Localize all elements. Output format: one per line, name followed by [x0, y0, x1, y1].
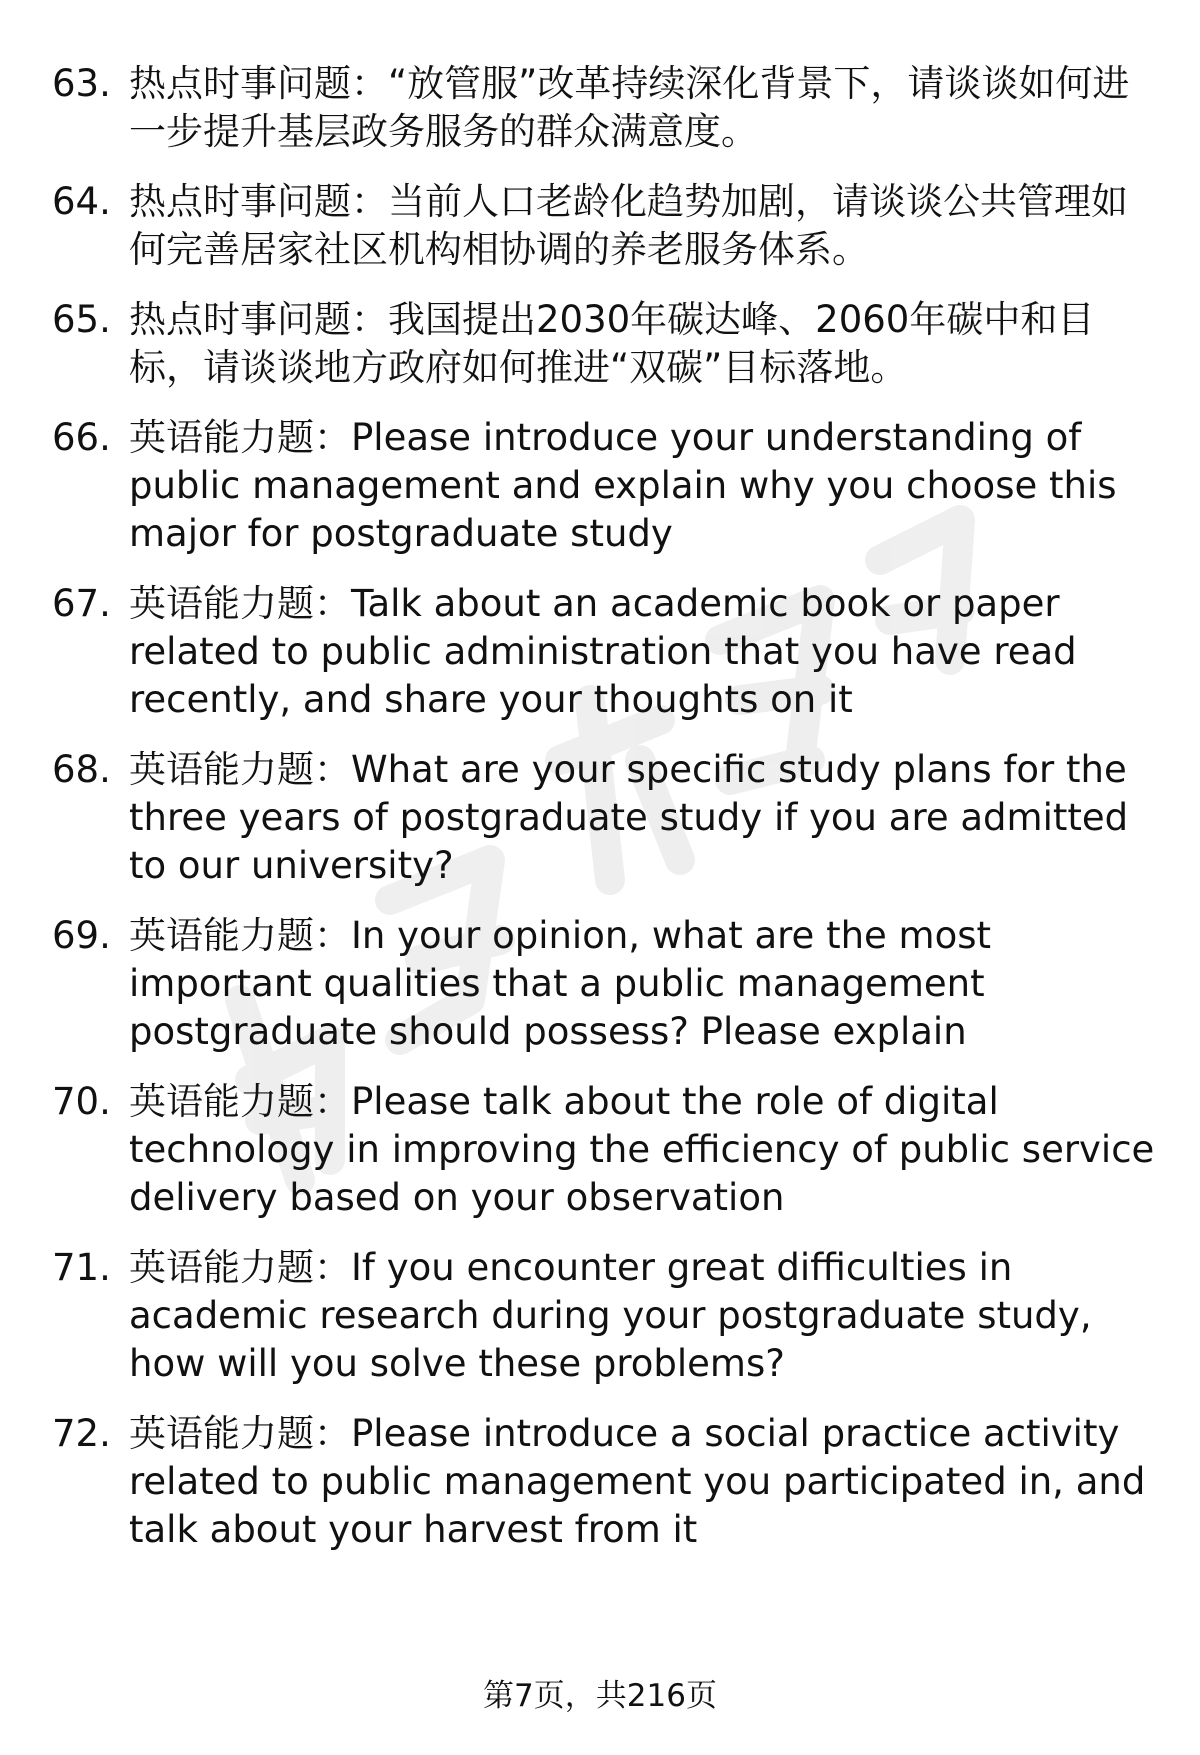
question-item [52, 296, 1162, 392]
question-number: 65. [52, 298, 111, 341]
question-text: 英语能力题：Talk about an academic book or paper related to public administration that you have read recently, and share your thoughts on it [129, 582, 1077, 721]
question-text: 热点时事问题：“放管服”改革持续深化背景下，请谈谈如何进一步提升基层政务服务的群众满意度。 [129, 62, 1130, 153]
question-number: 63. [52, 62, 111, 105]
question-number: 69. [52, 914, 111, 957]
question-number: 72. [52, 1412, 111, 1455]
question-list [52, 60, 1162, 1554]
question-text: 英语能力题：Please talk about the role of digital technology in improving the efficiency of public service delivery based on your observation [129, 1080, 1155, 1219]
question-item [52, 1244, 1162, 1388]
question-item [52, 1078, 1162, 1222]
question-text: 热点时事问题：我国提出2030年碳达峰、2060年碳中和目标，请谈谈地方政府如何推进“双碳”目标落地。 [129, 298, 1095, 389]
question-text: 英语能力题：What are your specific study plans for the three years of postgraduate study if you are admitted to our university? [129, 748, 1129, 887]
question-text: 英语能力题：Please introduce a social practice activity related to public management you participated in, and talk about your harvest from it [129, 1412, 1146, 1551]
question-item [52, 60, 1162, 156]
question-number: 68. [52, 748, 111, 791]
question-number: 70. [52, 1080, 111, 1123]
question-text: 热点时事问题：当前人口老龄化趋势加剧，请谈谈公共管理如何完善居家社区机构相协调的养老服务体系。 [129, 180, 1128, 271]
question-item [52, 178, 1162, 274]
question-item [52, 746, 1162, 890]
question-text: 英语能力题：If you encounter great difficulties in academic research during your postgraduate study, how will you solve these problems? [129, 1246, 1092, 1385]
question-item [52, 580, 1162, 724]
question-text: 英语能力题：Please introduce your understanding of public management and explain why you choose this major for postgraduate study [129, 416, 1117, 555]
question-number: 66. [52, 416, 111, 459]
question-number: 64. [52, 180, 111, 223]
question-number: 71. [52, 1246, 111, 1289]
question-number: 67. [52, 582, 111, 625]
question-text: 英语能力题：In your opinion, what are the most important qualities that a public management postgraduate should possess? Please explain [129, 914, 992, 1053]
question-item [52, 414, 1162, 558]
question-item [52, 1410, 1162, 1554]
page-number: 第7页，共216页 [483, 1678, 717, 1714]
question-item [52, 912, 1162, 1056]
